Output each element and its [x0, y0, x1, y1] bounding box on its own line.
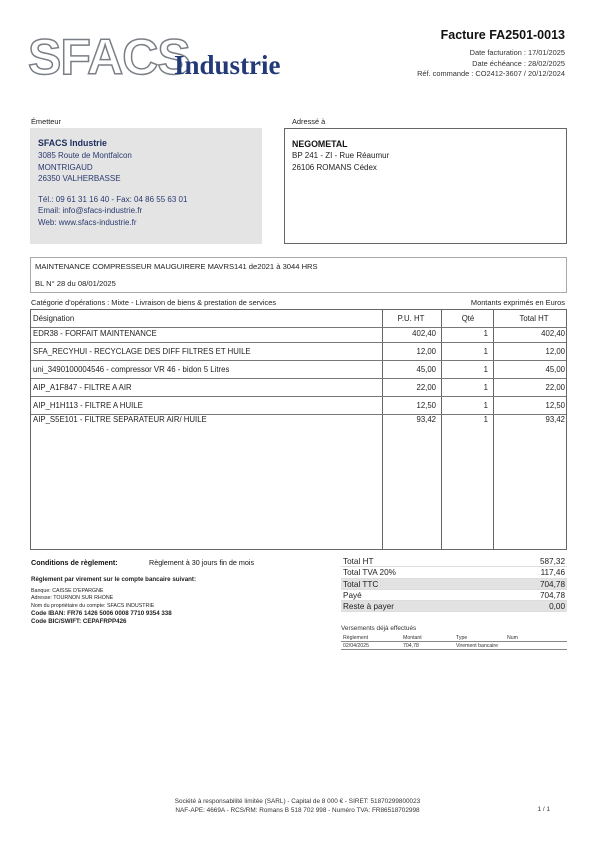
- item-quantity: 1: [483, 415, 488, 424]
- payment-terms-value: Règlement à 30 jours fin de mois: [149, 558, 255, 567]
- payment-date: 02/04/2025: [343, 643, 369, 649]
- remaining-value: 0,00: [549, 602, 565, 612]
- logo-industrie-text: Industrie: [174, 50, 281, 80]
- total-ht-row: [341, 556, 567, 567]
- payment-amount: 704,78: [403, 643, 419, 649]
- emitter-web: Web: www.sfacs-industrie.fr: [38, 217, 137, 227]
- totals-block: [341, 556, 567, 612]
- payments-header-num: Num: [507, 635, 518, 641]
- payments-header-type: Type: [456, 635, 468, 641]
- payment-row: [341, 642, 567, 650]
- total-tva-row: [341, 567, 567, 578]
- item-total: 12,50: [545, 401, 565, 410]
- currency-note: Montants exprimés en Euros: [470, 298, 565, 307]
- table-row: [31, 411, 566, 429]
- order-reference: Réf. commande : CO2412-3607 / 20/12/2024: [417, 69, 565, 78]
- item-unit-price: 402,40: [412, 329, 436, 338]
- total-tva-value: 117,46: [540, 568, 565, 578]
- paid-value: 704,78: [539, 590, 565, 600]
- invoice-due-date: Date échéance : 28/02/2025: [472, 58, 565, 68]
- item-designation: SFA_RECYHUI - RECYCLAGE DES DIFF FILTRES ET HUILE: [33, 347, 251, 356]
- item-designation: AIP_A1F847 - FILTRE A AIR: [33, 383, 132, 392]
- item-quantity: 1: [483, 347, 488, 356]
- header-unit-price: P.U. HT: [397, 314, 425, 323]
- items-table: [30, 309, 567, 550]
- payments-made: [341, 625, 567, 650]
- total-ht-value: 587,32: [539, 557, 565, 566]
- invoice-meta: [417, 48, 565, 80]
- total-ht-label: Total HT: [343, 557, 374, 566]
- total-ttc-value: 704,78: [539, 579, 565, 589]
- item-total: 93,42: [545, 415, 565, 424]
- footer-company-info: Société à responsabilité limitée (SARL) - Capital de 8 000 € - SIRET: 51870299800023: [174, 798, 421, 805]
- item-unit-price: 22,00: [416, 383, 436, 392]
- total-ttc-row: [341, 579, 567, 590]
- item-quantity: 1: [483, 365, 488, 374]
- recipient-address-line: 26106 ROMANS Cédex: [292, 162, 377, 172]
- iban: Code IBAN: FR76 1426 5006 0008 7710 9354 338: [31, 609, 172, 617]
- recipient-name: NEGOMETAL: [292, 139, 348, 149]
- payments-header-row: [341, 634, 567, 642]
- footer-registration-info: NAF-APE: 4669A - RCS/RM: Romans B 518 702 998 - Numéro TVA: FR86518702998: [175, 806, 420, 814]
- remaining-label: Reste à payer: [343, 602, 394, 612]
- emitter-address-line: 26350 VALHERBASSE: [38, 173, 121, 183]
- item-designation: AIP_S5E101 - FILTRE SEPARATEUR AIR/ HUILE: [33, 415, 207, 424]
- paid-row: [341, 590, 567, 601]
- bank-heading: Règlement par virement sur le compte bancaire suivant:: [31, 576, 197, 583]
- item-designation: AIP_H1H113 - FILTRE A HUILE: [33, 401, 143, 410]
- item-total: 402,40: [541, 329, 565, 338]
- emitter-name: SFACS Industrie: [38, 138, 107, 148]
- item-quantity: 1: [483, 383, 488, 392]
- item-unit-price: 45,00: [416, 365, 436, 374]
- emitter-address-line: MONTRIGAUD: [38, 162, 93, 172]
- item-quantity: 1: [483, 401, 488, 410]
- emitter-block: [30, 128, 262, 244]
- legal-footer: [0, 798, 595, 815]
- emitter-phone: Tél.: 09 61 31 16 40 - Fax: 04 86 55 63 01: [38, 195, 188, 205]
- delivery-note-ref: BL N° 28 du 08/01/2025: [35, 279, 116, 288]
- item-designation: uni_3490100004546 - compressor VR 46 - bidon 5 Litres: [33, 365, 230, 374]
- recipient-label: Adressé à: [292, 117, 326, 126]
- logo-sfacs-text: SFACS: [28, 29, 190, 85]
- company-logo: [28, 29, 288, 85]
- operation-category: Catégorie d'opérations : Mixte - Livraison de biens & prestation de services: [31, 298, 277, 307]
- payment-terms-label: Conditions de règlement:: [31, 558, 118, 567]
- item-total: 45,00: [545, 365, 565, 374]
- item-designation: EDR38 - FORFAIT MAINTENANCE: [33, 329, 157, 338]
- recipient-block: [284, 128, 567, 244]
- bank-name: Banque: CAISSE D'EPARGNE: [31, 588, 104, 594]
- item-quantity: 1: [483, 329, 488, 338]
- payments-header-reglement: Règlement: [343, 635, 369, 641]
- recipient-address-line: BP 241 - ZI - Rue Réaumur: [292, 151, 390, 161]
- header-quantity: Qté: [461, 314, 475, 323]
- invoice-date: Date facturation : 17/01/2025: [469, 48, 565, 57]
- header-designation: Désignation: [33, 314, 75, 323]
- item-unit-price: 12,00: [416, 347, 436, 356]
- invoice-title: Facture FA2501-0013: [440, 28, 565, 42]
- bank-details: [31, 576, 321, 626]
- invoice-object-box: [30, 257, 567, 293]
- table-row: [31, 379, 566, 397]
- payments-header-montant: Montant: [403, 635, 422, 641]
- item-total: 12,00: [545, 347, 565, 356]
- bank-address: Adresse: TOURNON SUR RHONE: [31, 595, 114, 602]
- total-tva-label: Total TVA 20%: [343, 568, 396, 578]
- bic-swift: Code BIC/SWIFT: CEPAFRPP426: [31, 618, 127, 626]
- page-number: 1 / 1: [537, 806, 550, 813]
- item-total: 22,00: [545, 383, 565, 392]
- table-row: [31, 343, 566, 361]
- emitter-address-line: 3085 Route de Montfalcon: [38, 151, 132, 161]
- table-row: [31, 361, 566, 379]
- remaining-row: [341, 601, 567, 612]
- item-unit-price: 12,50: [416, 401, 436, 410]
- emitter-email: Email: info@sfacs-industrie.fr: [38, 206, 143, 216]
- emitter-label: Émetteur: [31, 117, 61, 126]
- header-total: Total HT: [519, 314, 549, 323]
- total-ttc-label: Total TTC: [343, 579, 379, 589]
- account-owner: Nom du propriétaire du compte: SFACS INDUSTRIE: [31, 602, 155, 609]
- payment-terms: [31, 558, 255, 567]
- paid-label: Payé: [343, 590, 362, 600]
- payments-heading: Versements déjà effectués: [341, 625, 417, 632]
- table-row: [31, 325, 566, 343]
- payment-type: Virement bancaire: [456, 643, 499, 649]
- item-unit-price: 93,42: [416, 415, 436, 424]
- object-description: MAINTENANCE COMPRESSEUR MAUGUIRERE MAVRS141 de2021 à 3044 HRS: [35, 262, 318, 271]
